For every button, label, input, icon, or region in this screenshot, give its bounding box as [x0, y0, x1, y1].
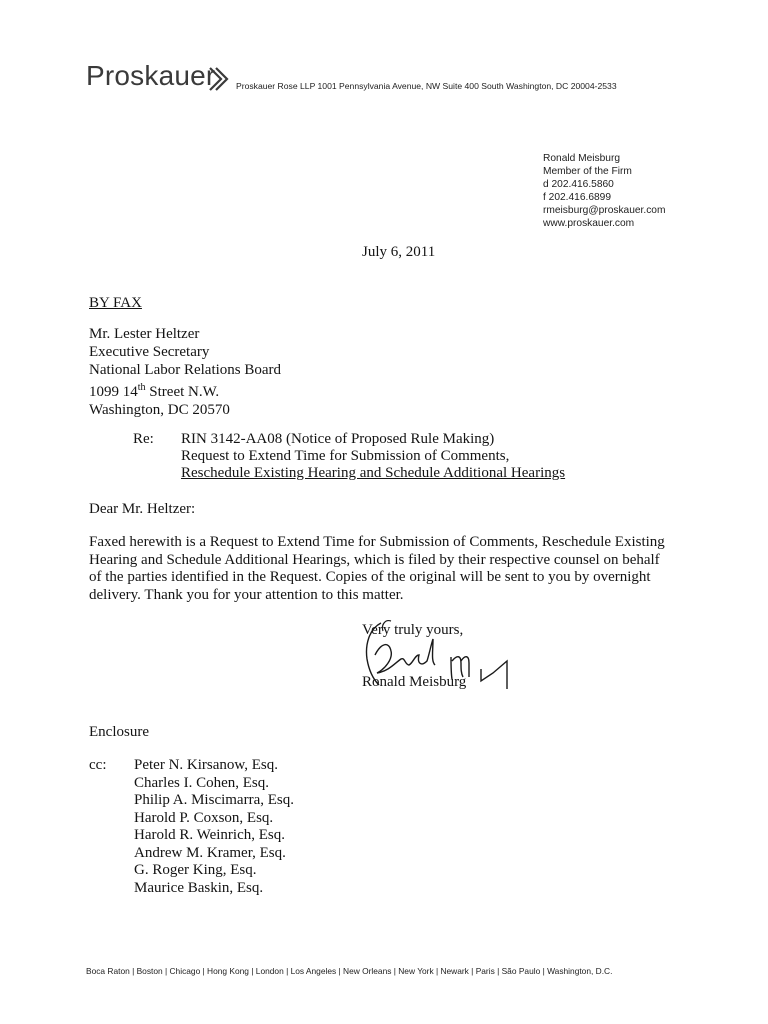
sender-name: Ronald Meisburg: [543, 153, 621, 164]
re-line-1: RIN 3142-AA08 (Notice of Proposed Rule Making): [181, 431, 495, 447]
closing: Very truly yours,: [362, 622, 464, 638]
body-line: Faxed herewith is a Request to Extend Time for Submission of Comments, Reschedule Existing: [89, 534, 665, 550]
signer-name: Ronald Meisburg: [362, 674, 467, 690]
sender-email[interactable]: rmeisburg@proskauer.com: [543, 205, 666, 216]
recipient-street: 1099 14th Street N.W.: [89, 382, 220, 400]
recipient-name: Mr. Lester Heltzer: [89, 326, 200, 342]
letterhead-address: Proskauer Rose LLP 1001 Pennsylvania Avenue, NW Suite 400 South Washington, DC 20004-2533: [236, 81, 617, 91]
cc-name: Charles I. Cohen, Esq.: [134, 774, 269, 791]
cc-name: Philip A. Miscimarra, Esq.: [134, 792, 294, 808]
cc-list: [134, 757, 294, 897]
recipient-title: Executive Secretary: [89, 344, 210, 360]
sender-title: Member of the Firm: [543, 166, 632, 177]
body-line: delivery. Thank you for your attention to this matter.: [89, 586, 404, 603]
letter-date: July 6, 2011: [362, 244, 436, 260]
cc-name: Andrew M. Kramer, Esq.: [134, 844, 286, 861]
salutation: Dear Mr. Heltzer:: [89, 501, 196, 517]
recipient-organization: National Labor Relations Board: [89, 362, 282, 378]
body-line: of the parties identified in the Request. Copies of the original will be sent to you by overnight: [89, 569, 651, 585]
enclosure-note: Enclosure: [89, 724, 149, 740]
sender-block: [543, 152, 665, 230]
cc-name: Maurice Baskin, Esq.: [134, 879, 264, 896]
letter-body: [89, 534, 665, 604]
cc-name: Peter N. Kirsanow, Esq.: [134, 757, 279, 773]
body-line: Hearing and Schedule Additional Hearings, which is filed by their respective counsel on behalf: [89, 551, 660, 568]
re-line-3: Reschedule Existing Hearing and Schedule Additional Hearings: [181, 465, 566, 481]
sender-direct-phone: d 202.416.5860: [543, 179, 614, 190]
sender-website[interactable]: www.proskauer.com: [543, 218, 635, 229]
delivery-method: BY FAX: [89, 295, 142, 311]
re-line-2: Request to Extend Time for Submission of Comments,: [181, 448, 510, 464]
recipient-city-state: Washington, DC 20570: [89, 402, 230, 418]
chevron-right-icon: [206, 66, 230, 92]
re-label: Re:: [133, 431, 154, 447]
cc-name: G. Roger King, Esq.: [134, 862, 257, 878]
firm-logo: Proskauer: [86, 60, 216, 91]
cc-name: Harold R. Weinrich, Esq.: [134, 827, 285, 843]
cc-name: Harold P. Coxson, Esq.: [134, 809, 274, 826]
sender-fax: f 202.416.6899: [543, 192, 611, 203]
re-subject: [181, 431, 565, 482]
office-locations-footer: Boca Raton | Boston | Chicago | Hong Kong | London | Los Angeles | New Orleans | New York | Newark | Paris | São Paulo | Washington, D.C.: [86, 966, 613, 976]
recipient-address: [89, 325, 281, 419]
cc-label: cc:: [89, 757, 107, 773]
